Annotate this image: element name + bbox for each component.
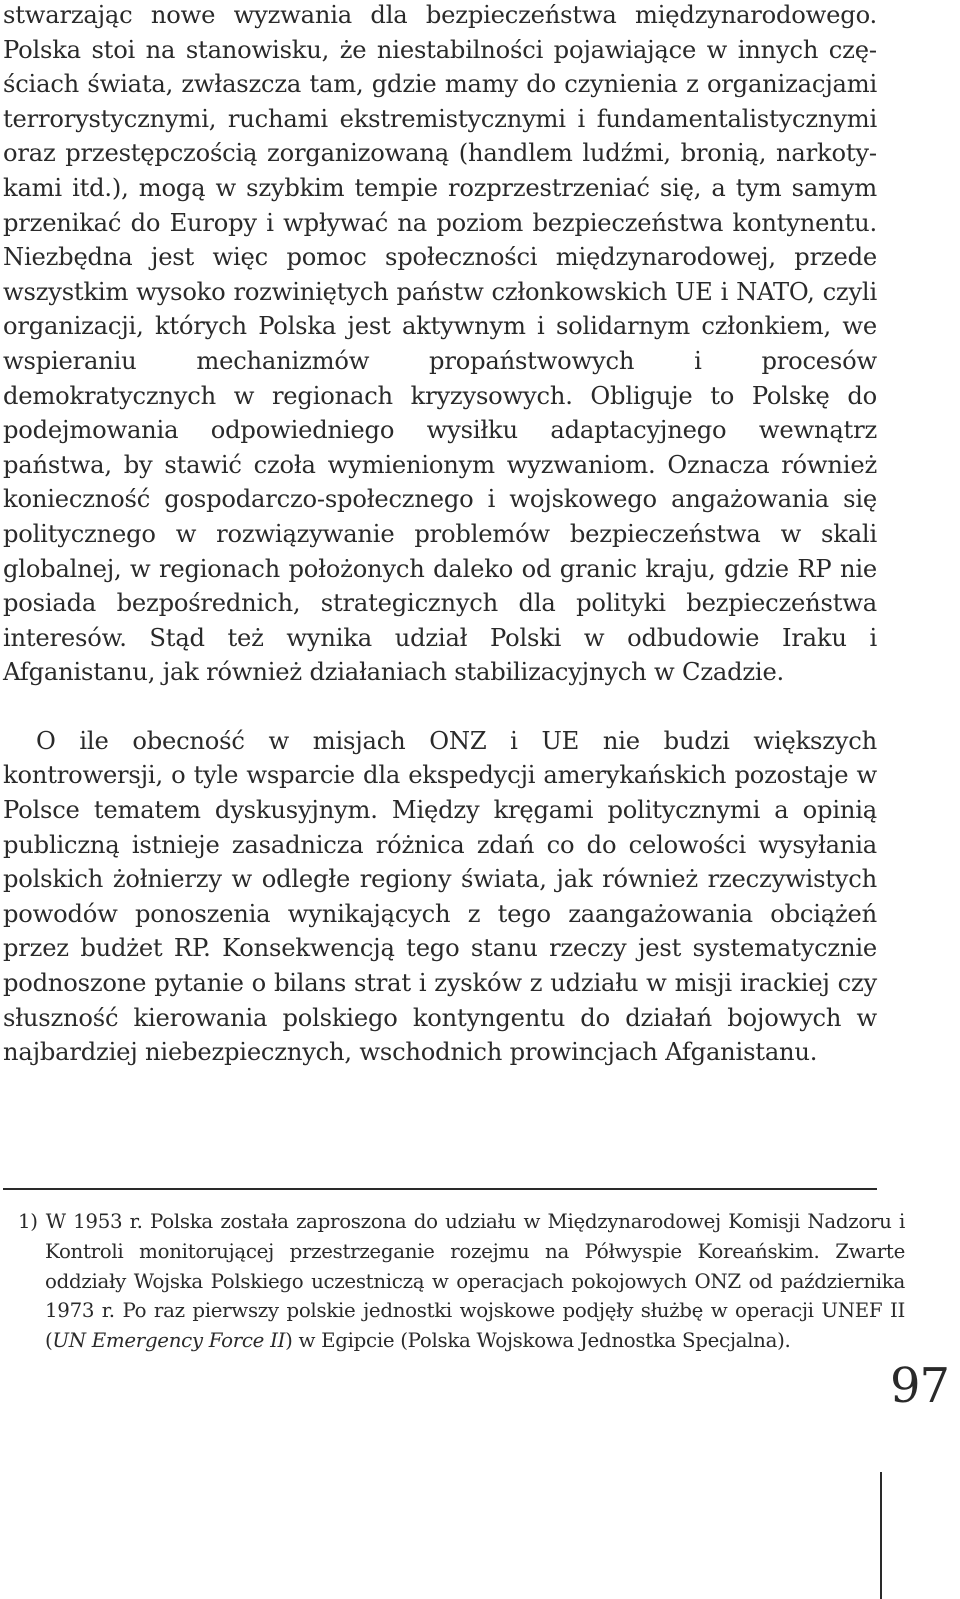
paragraph: O ile obecność w misjach ONZ i UE nie budzi większych kontrowersji, o tyle wsparcie dla ekspedycji amerykańskich pozostaje w Polsce tematem dyskusyjnym. Między kręgami politycznymi a opinią publiczną istnieje zasadnicza różnica zdań co do celowości wysyłania polskich żołnierzy w odległe regiony świata, jak również rzeczywistych powodów ponoszenia wynikających z tego zaangażowania obciążeń przez budżet RP. Konsekwencją tego stanu rzeczy jest systematycznie podnoszone pytanie o bilans strat i zysków z udziału w misji irackiej czy słuszność kierowania polskiego kontyngentu do działań bojowych w najbardziej niebezpiecznych, wschodnich prowincjach Afganistanu. [3, 726, 877, 1067]
footnote-text-start: W 1953 r. Polska została zaproszona do udziału w Międzynarodowej Komisji Nadzoru i Kontroli monitorującej przestrzeganie rozejmu na Półwyspie Koreańskim. Zwarte oddziały Wojska Polskiego uczestniczą w operacjach pokojowych ONZ od października 1973 r. Po raz pierwszy polskie jednostki wojskowe podjęły służbę w operacji UNEF II ( [45, 1210, 905, 1353]
footnote-marker: 1) [18, 1210, 38, 1233]
main-text [3, 0, 877, 1070]
footnote-separator [3, 1188, 877, 1190]
margin-rule [880, 1472, 882, 1599]
footnote-text-end: ) w Egipcie (Polska Wojskowa Jednostka Specjalna). [285, 1329, 791, 1353]
paragraph: stwarzając nowe wyzwania dla bezpieczeństwa międzynarodowego. Polska stoi na stanowisku, że niestabilności pojawiające w innych częściach świata, zwłaszcza tam, gdzie mamy do czynienia z organizacjami terrorystycznymi, ruchami ekstremistycznymi i fundamentalistycznymi oraz przestępczością zorganizowaną (handlem ludźmi, bronią, narkotykami itd.), mogą w szybkim tempie rozprzestrzeniać się, a tym samym przenikać do Europy i wpływać na poziom bezpieczeństwa kontynentu. Niezbędna jest więc pomoc społeczności międzynarodowej, przede wszystkim wysoko rozwiniętych państw członkowskich UE i NATO, czyli organizacji, których Polska jest aktywnym i solidarnym członkiem, we wspieraniu mechanizmów propaństwowych i procesów demokratycznych w regionach kryzysowych. Obliguje to Polskę do podejmowania odpowiedniego wysiłku adaptacyjnego wewnątrz państwa, by stawić czoła wymienionym wyzwaniom. Oznacza również konieczność gospodarczo-społecznego i wojskowego angażowania się politycznego w rozwiązywanie problemów bezpieczeństwa w skali globalnej, w regionach położonych daleko od granic kraju, gdzie RP nie posiada bezpośrednich, strategicznych dla polityki bezpieczeństwa interesów. Stąd też wynika udział Polski w odbudowie Iraku i Afganistanu, jak również działaniach stabilizacyjnych w Czadzie. [3, 1, 877, 687]
footnote [18, 1207, 905, 1356]
page-number: 97 [890, 1358, 950, 1414]
footnote-italic-term: UN Emergency Force II [52, 1329, 286, 1353]
